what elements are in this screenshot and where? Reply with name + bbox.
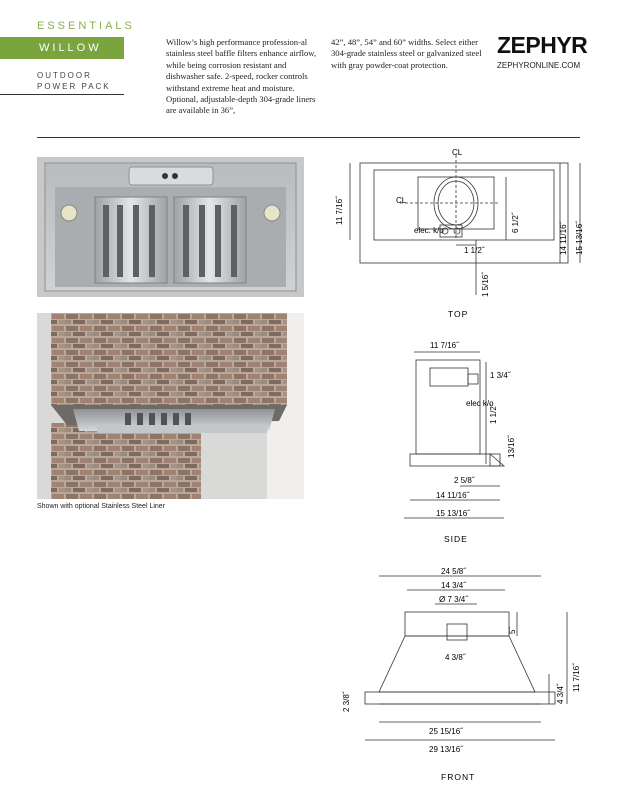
side-elec-ko: elec k/o bbox=[466, 399, 494, 408]
category-divider bbox=[0, 94, 124, 95]
product-photo-underside bbox=[37, 157, 304, 297]
front-duct-diameter: Ø 7 3/4˝ bbox=[439, 595, 468, 604]
front-view-label: FRONT bbox=[441, 772, 476, 782]
side-width-1: 14 11/16˝ bbox=[436, 491, 470, 500]
side-width-2: 15 13/16˝ bbox=[436, 509, 470, 518]
front-bottom-width-2: 29 13/16˝ bbox=[429, 745, 463, 754]
side-top-width: 11 7/16˝ bbox=[430, 341, 459, 350]
front-collar-width: 14 3/4˝ bbox=[441, 581, 466, 590]
top-depth-3: 15 13/16˝ bbox=[575, 221, 584, 255]
photo-caption: Shown with optional Stainless Steel Liner bbox=[37, 503, 166, 510]
brand-logo: ZEPHYR bbox=[497, 32, 588, 58]
product-photo-installed bbox=[37, 313, 304, 499]
series-label: ESSENTIALS bbox=[37, 20, 135, 32]
front-height-left: 2 3/8˝ bbox=[342, 691, 351, 712]
front-height-lower: 4 3/4˝ bbox=[556, 683, 565, 704]
top-elec-ko: elec. k/o bbox=[414, 226, 444, 235]
top-view-label: TOP bbox=[448, 309, 469, 319]
top-depth-center: 6 1/2˝ bbox=[511, 212, 520, 233]
side-duct-height: 1 3/4˝ bbox=[490, 371, 511, 380]
top-cl-label: CL bbox=[452, 148, 463, 157]
side-view-label: SIDE bbox=[444, 534, 468, 544]
top-offset-x: 1 1/2˝ bbox=[464, 246, 485, 255]
model-name: WILLOW bbox=[39, 42, 102, 54]
top-view-drawing bbox=[330, 145, 595, 325]
category-label: OUTDOOR POWER PACK bbox=[37, 71, 111, 91]
description-column-1: Willow’s high performance profession-al stainless steel baffle filters enhance airflow, while being corrosion resistant and dishwasher safe. 2-speed, rocker controls withstand extreme heat and moisture. Optional, adjustable-depth 304-grade liners are available in 36”, bbox=[166, 37, 317, 116]
front-height-total: 11 7/16˝ bbox=[572, 663, 581, 692]
side-elec-height: 1 1/2˝ bbox=[489, 403, 498, 424]
side-lip-height: 13/16˝ bbox=[507, 435, 516, 458]
front-motor-width: 4 3/8˝ bbox=[445, 653, 466, 662]
header-rule bbox=[37, 137, 580, 138]
side-view-drawing bbox=[400, 338, 540, 548]
side-front-offset: 2 5/8˝ bbox=[454, 476, 475, 485]
description-column-2: 42”, 48”, 54” and 60” widths. Select either 304-grade stainless steel or galvanized steel with gray powder-coat protection. bbox=[331, 37, 482, 70]
front-bottom-width-1: 25 15/16˝ bbox=[429, 727, 463, 736]
front-top-width: 24 5/8˝ bbox=[441, 567, 466, 576]
front-collar-height: 5˝ bbox=[508, 626, 517, 634]
top-depth-2: 14 11/16˝ bbox=[559, 221, 568, 255]
front-view-drawing bbox=[335, 562, 585, 787]
top-offset-y: 1 5/16˝ bbox=[481, 272, 490, 297]
website-link[interactable]: ZEPHYRONLINE.COM bbox=[497, 61, 581, 70]
top-depth-overall: 11 7/16˝ bbox=[335, 196, 344, 225]
top-cl-left-label: CL bbox=[396, 196, 407, 205]
